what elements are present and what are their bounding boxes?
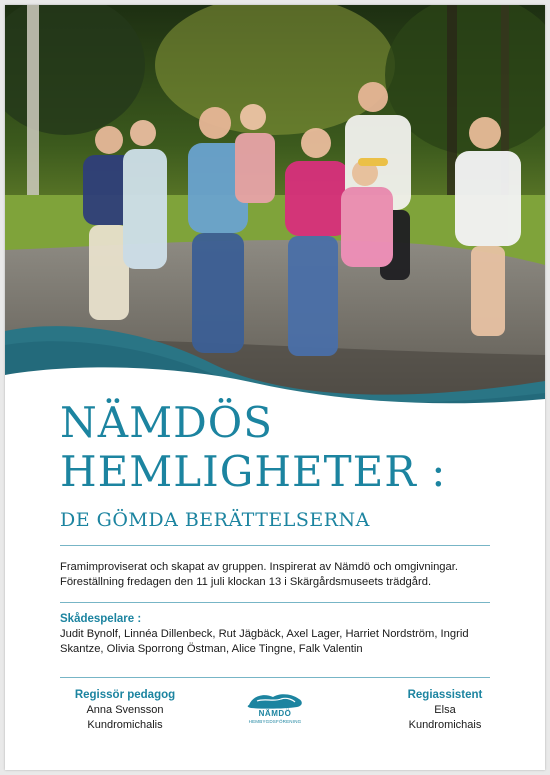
cast-heading: Skådespelare :: [60, 613, 142, 625]
description: [60, 560, 500, 590]
director-name-2: Kundromichalis: [87, 719, 163, 731]
logo-subtitle: HEMBYGDSFÖRENING: [248, 719, 302, 724]
assistant-credit: [385, 688, 505, 733]
logo-name: NÄMDÖ: [258, 709, 292, 718]
subtitle: DE GÖMDA BERÄTTELSERNA: [60, 509, 370, 531]
divider: [60, 602, 490, 603]
description-line-1: Framimproviserat och skapat av gruppen. Inspirerat av Nämdö och omgivningar.: [60, 561, 458, 573]
association-logo: [243, 691, 307, 735]
cast-list: Judit Bynolf, Linnéa Dillenbeck, Rut Jägbäck, Axel Lager, Harriet Nordström, Ingrid Skantze, Olivia Sporrong Östman, Alice Tingne, Falk Valentin: [60, 628, 469, 655]
assistant-name-2: Kundromichais: [408, 719, 482, 731]
title-line-2: HEMLIGHETER :: [60, 447, 447, 496]
divider: [60, 677, 490, 678]
divider: [60, 545, 490, 546]
poster: [5, 5, 545, 770]
assistant-name-1: Elsa: [434, 704, 456, 716]
title-line-1: NÄMDÖS: [60, 398, 273, 447]
director-credit: [60, 688, 190, 733]
assistant-role: Regiassistent: [407, 689, 483, 701]
description-line-2: Föreställning fredagen den 11 juli klockan 13 i Skärgårdsmuseets trädgård.: [60, 576, 432, 588]
director-role: Regissör pedagog: [74, 689, 176, 701]
director-name-1: Anna Svensson: [86, 704, 164, 716]
island-icon: [243, 691, 307, 711]
